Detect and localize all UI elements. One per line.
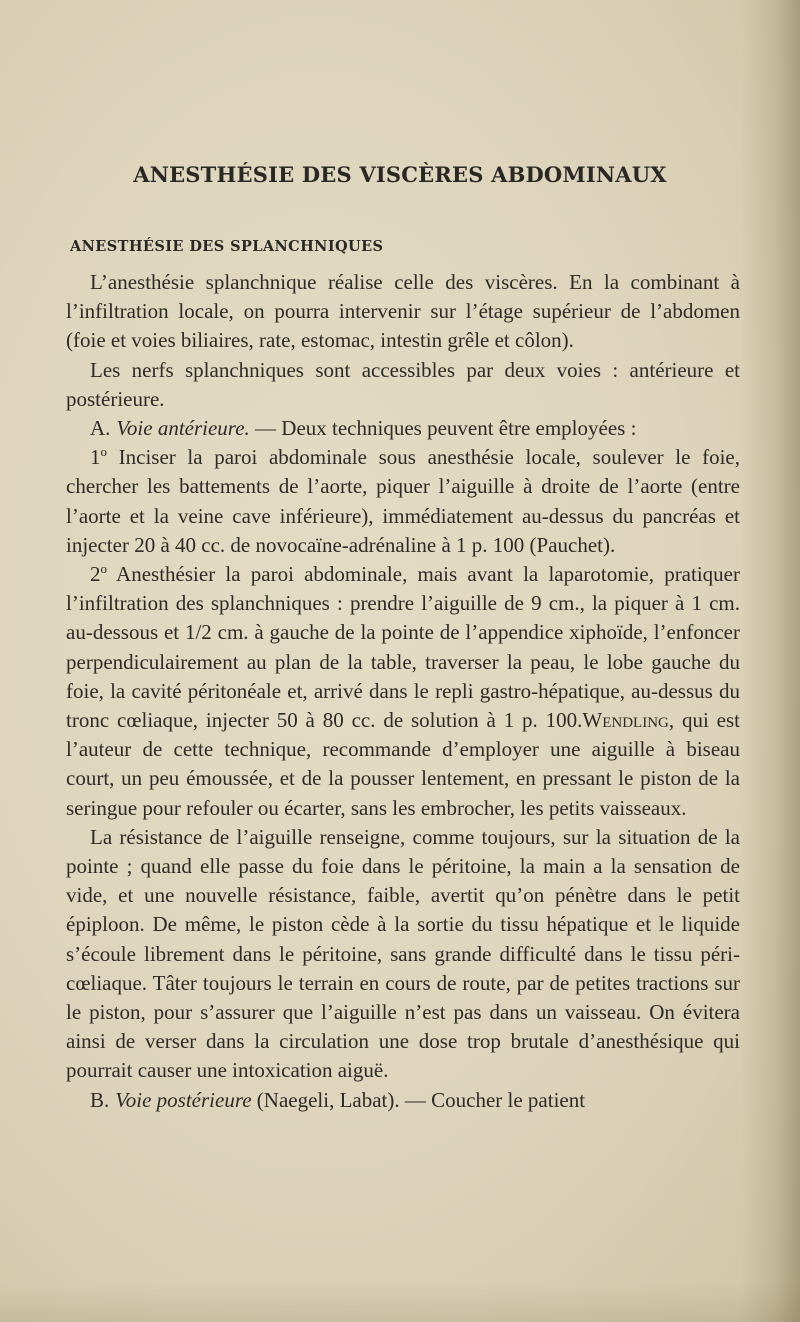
ordinal-marker: o <box>100 561 107 577</box>
paragraph-4 <box>66 443 740 560</box>
body-text <box>66 268 740 1115</box>
page-bottom-shadow <box>0 1282 800 1322</box>
paragraph-label-b: B. <box>90 1087 110 1112</box>
ordinal-marker: o <box>100 444 107 460</box>
paragraph-4-text: Inciser la paroi abdominale sous anesthésie locale, soulever le foie, chercher les battements de l’aorte, piquer l’aiguille à droite de l’aorte (entre l’aorte et la veine cave inférieure), immédiatement au-dessus du pancréas et injecter 20 à 40 cc. de novocaïne-adrénaline à 1 p. 100 (Pauchet). <box>66 445 740 557</box>
paragraph-7-text: (Naegeli, Labat). — Coucher le patient <box>251 1087 586 1112</box>
paragraph-3 <box>66 414 740 443</box>
page-title: ANESTHÉSIE DES VISCÈRES ABDOMINAUX <box>133 162 667 187</box>
paragraph-5 <box>66 560 740 823</box>
step-number-2: 2 <box>90 562 101 587</box>
voie-posterieure-heading: Voie postérieure <box>115 1087 252 1112</box>
paragraph-5-text: Anesthésier la paroi abdominale, mais avant la laparotomie, pratiquer l’infiltration des splanchniques : prendre l’aiguille de 9 cm., la piquer à 1 cm. au-dessous et 1/2 cm. à gauche de la pointe de l’appendice xiphoïde, l’enfoncer perpendiculairement au plan de la table, traverser la peau, le lobe gauche du foie, la cavité péritonéale et, arrivé dans le repli gastro-hépatique, au-dessus du tronc cœliaque, injecter 50 à 80 cc. de solution à 1 p. 100. <box>66 562 740 733</box>
author-name: Wendling <box>582 708 669 733</box>
paragraph-6: La résistance de l’aiguille renseigne, comme toujours, sur la situation de la pointe ; quand elle passe du foie dans le péritoine, la main a la sensation de vide, et une nouvelle résistance, faible, avertit qu’on pénètre dans le petit épiploon. De même, le piston cède à la sortie du tissu hépatique et le liquide s’écoule librement dans le péritoine, sans grande difficulté dans le tissu péri-cœliaque. Tâter toujours le terrain en cours de route, par de petites tractions sur le piston, pour s’assurer que l’aiguille n’est pas dans un vaisseau. On évitera ainsi de verser dans la circulation une dose trop brutale d’anesthésique qui pourrait causer une intoxication aiguë. <box>66 824 740 1083</box>
paragraph-5-text-continued: , qui est l’auteur de cette technique, recommande d’employer une aiguille à biseau court, un peu émoussée, et de la pousser lentement, en pressant le piston de la seringue pour refouler ou écarter, sans les embrocher, les petits vaisseaux. <box>66 708 740 820</box>
step-number-1: 1 <box>90 445 101 470</box>
paragraph-label-a: A. <box>90 416 111 441</box>
paragraph-2: Les nerfs splanchniques sont accessibles par deux voies : antérieure et postérieure. <box>66 357 740 411</box>
section-heading: ANESTHÉSIE DES SPLANCHNIQUES <box>70 238 384 255</box>
page-edge-shadow <box>740 0 800 1322</box>
paragraph-1: L’anesthésie splanchnique réalise celle des viscères. En la combinant à l’infiltration locale, on pourra intervenir sur l’étage supérieur de l’abdomen (foie et voies biliaires, rate, estomac, intestin grêle et côlon). <box>66 270 740 353</box>
paragraph-3-text: — Deux techniques peuvent être employées : <box>249 416 637 441</box>
paragraph-7 <box>66 1086 740 1115</box>
voie-anterieure-heading: Voie antérieure. <box>116 416 250 441</box>
